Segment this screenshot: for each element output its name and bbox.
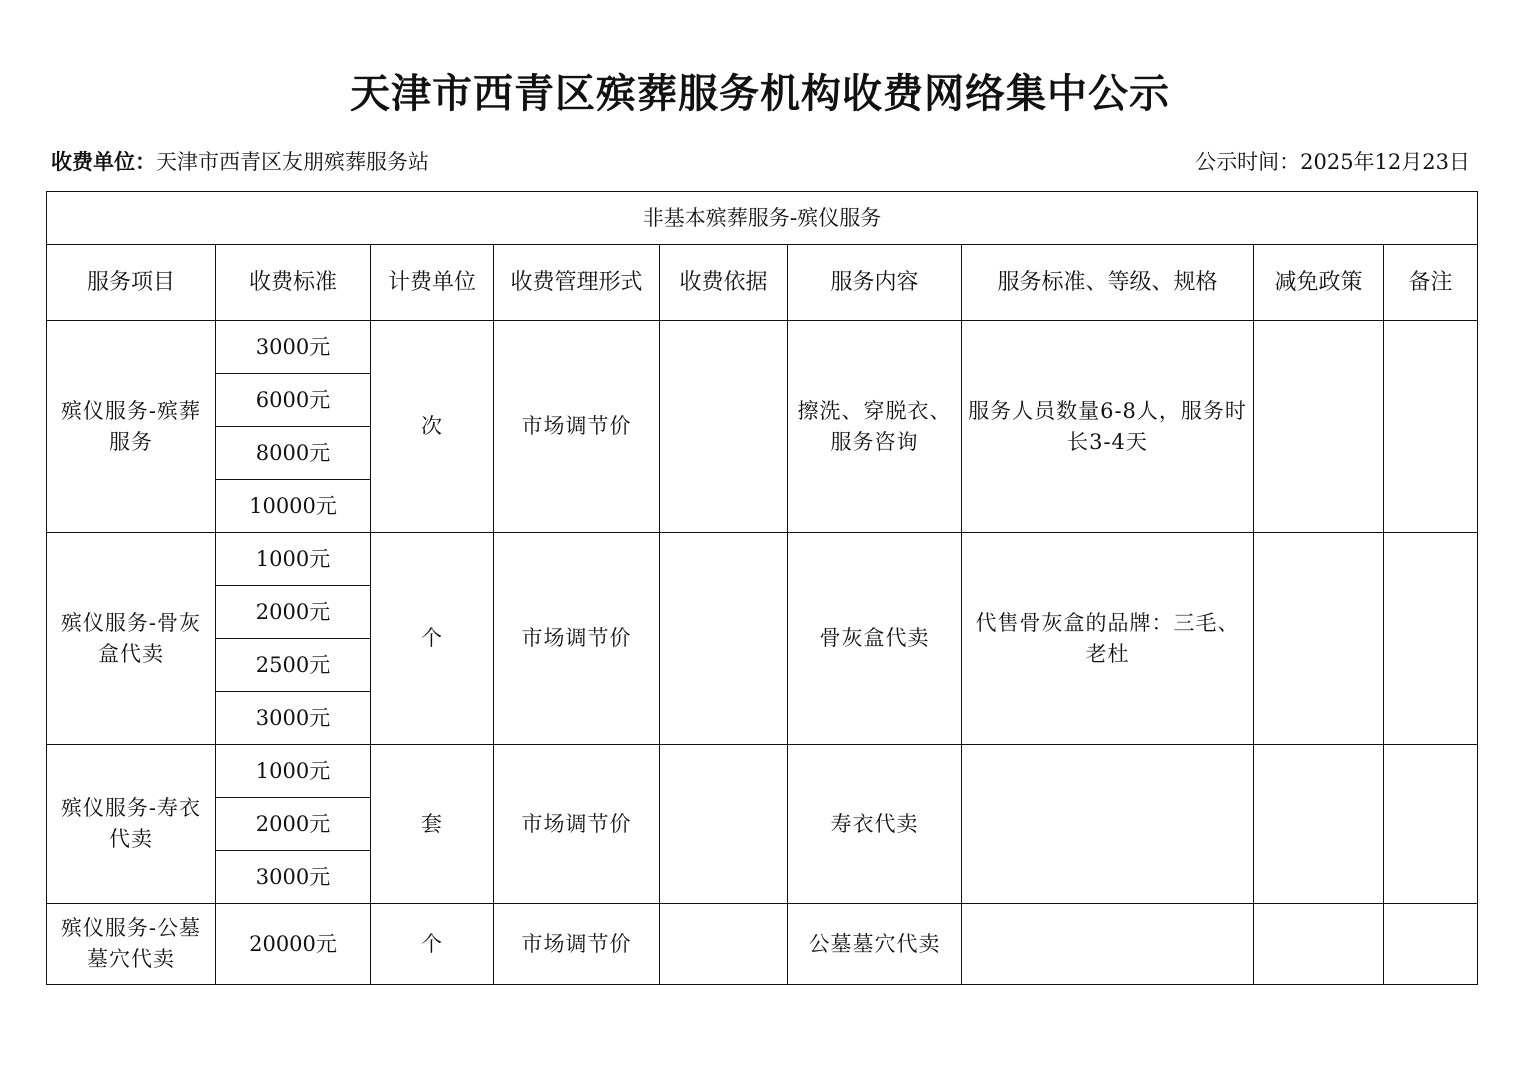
price-cell: 2000元 xyxy=(216,586,371,639)
charging-basis-cell xyxy=(660,904,788,985)
billing-unit-cell: 次 xyxy=(371,321,494,533)
header-cell: 减免政策 xyxy=(1254,245,1384,321)
service-item-cell: 殡仪服务-寿衣代卖 xyxy=(47,745,216,904)
charging-unit-label: 收费单位： xyxy=(51,150,156,174)
header-cell: 计费单位 xyxy=(371,245,494,321)
price-cell: 3000元 xyxy=(216,851,371,904)
price-cell: 3000元 xyxy=(216,692,371,745)
fee-table xyxy=(46,191,1478,985)
table-row xyxy=(47,533,1478,586)
management-form-cell: 市场调节价 xyxy=(494,745,660,904)
price-cell: 3000元 xyxy=(216,321,371,374)
charging-unit xyxy=(51,146,429,176)
header-cell: 服务标准、等级、规格 xyxy=(962,245,1254,321)
service-item-cell: 殡仪服务-公墓墓穴代卖 xyxy=(47,904,216,985)
publish-time-label: 公示时间： xyxy=(1195,150,1301,174)
table-row xyxy=(47,745,1478,798)
price-cell: 8000元 xyxy=(216,427,371,480)
charging-basis-cell xyxy=(660,321,788,533)
service-content-cell: 擦洗、穿脱衣、服务咨询 xyxy=(788,321,962,533)
exemption-policy-cell xyxy=(1254,321,1384,533)
header-row xyxy=(47,245,1478,321)
price-cell: 10000元 xyxy=(216,480,371,533)
publish-time-value: 2025年12月23日 xyxy=(1300,150,1470,174)
header-cell: 备注 xyxy=(1384,245,1478,321)
remark-cell xyxy=(1384,904,1478,985)
exemption-policy-cell xyxy=(1254,904,1384,985)
management-form-cell: 市场调节价 xyxy=(494,904,660,985)
publish-time xyxy=(1195,146,1470,176)
service-standard-cell xyxy=(962,904,1254,985)
charging-unit-value: 天津市西青区友朋殡葬服务站 xyxy=(156,150,429,174)
service-content-cell: 寿衣代卖 xyxy=(788,745,962,904)
remark-cell xyxy=(1384,533,1478,745)
charging-basis-cell xyxy=(660,745,788,904)
price-cell: 2000元 xyxy=(216,798,371,851)
charging-basis-cell xyxy=(660,533,788,745)
management-form-cell: 市场调节价 xyxy=(494,321,660,533)
header-cell: 服务内容 xyxy=(788,245,962,321)
header-cell: 服务项目 xyxy=(47,245,216,321)
price-cell: 20000元 xyxy=(216,904,371,985)
remark-cell xyxy=(1384,321,1478,533)
billing-unit-cell: 个 xyxy=(371,904,494,985)
exemption-policy-cell xyxy=(1254,745,1384,904)
service-content-cell: 公墓墓穴代卖 xyxy=(788,904,962,985)
exemption-policy-cell xyxy=(1254,533,1384,745)
service-content-cell: 骨灰盒代卖 xyxy=(788,533,962,745)
management-form-cell: 市场调节价 xyxy=(494,533,660,745)
price-cell: 6000元 xyxy=(216,374,371,427)
table-row xyxy=(47,904,1478,985)
service-item-cell: 殡仪服务-殡葬服务 xyxy=(47,321,216,533)
price-cell: 2500元 xyxy=(216,639,371,692)
price-cell: 1000元 xyxy=(216,533,371,586)
section-title: 非基本殡葬服务-殡仪服务 xyxy=(47,192,1478,245)
service-item-cell: 殡仪服务-骨灰盒代卖 xyxy=(47,533,216,745)
header-cell: 收费标准 xyxy=(216,245,371,321)
billing-unit-cell: 个 xyxy=(371,533,494,745)
service-standard-cell: 代售骨灰盒的品牌：三毛、老杜 xyxy=(962,533,1254,745)
remark-cell xyxy=(1384,745,1478,904)
header-cell: 收费依据 xyxy=(660,245,788,321)
service-standard-cell xyxy=(962,745,1254,904)
page-title: 天津市西青区殡葬服务机构收费网络集中公示 xyxy=(350,70,1170,117)
service-standard-cell: 服务人员数量6-8人，服务时长3-4天 xyxy=(962,321,1254,533)
price-cell: 1000元 xyxy=(216,745,371,798)
table-row xyxy=(47,321,1478,374)
billing-unit-cell: 套 xyxy=(371,745,494,904)
header-cell: 收费管理形式 xyxy=(494,245,660,321)
